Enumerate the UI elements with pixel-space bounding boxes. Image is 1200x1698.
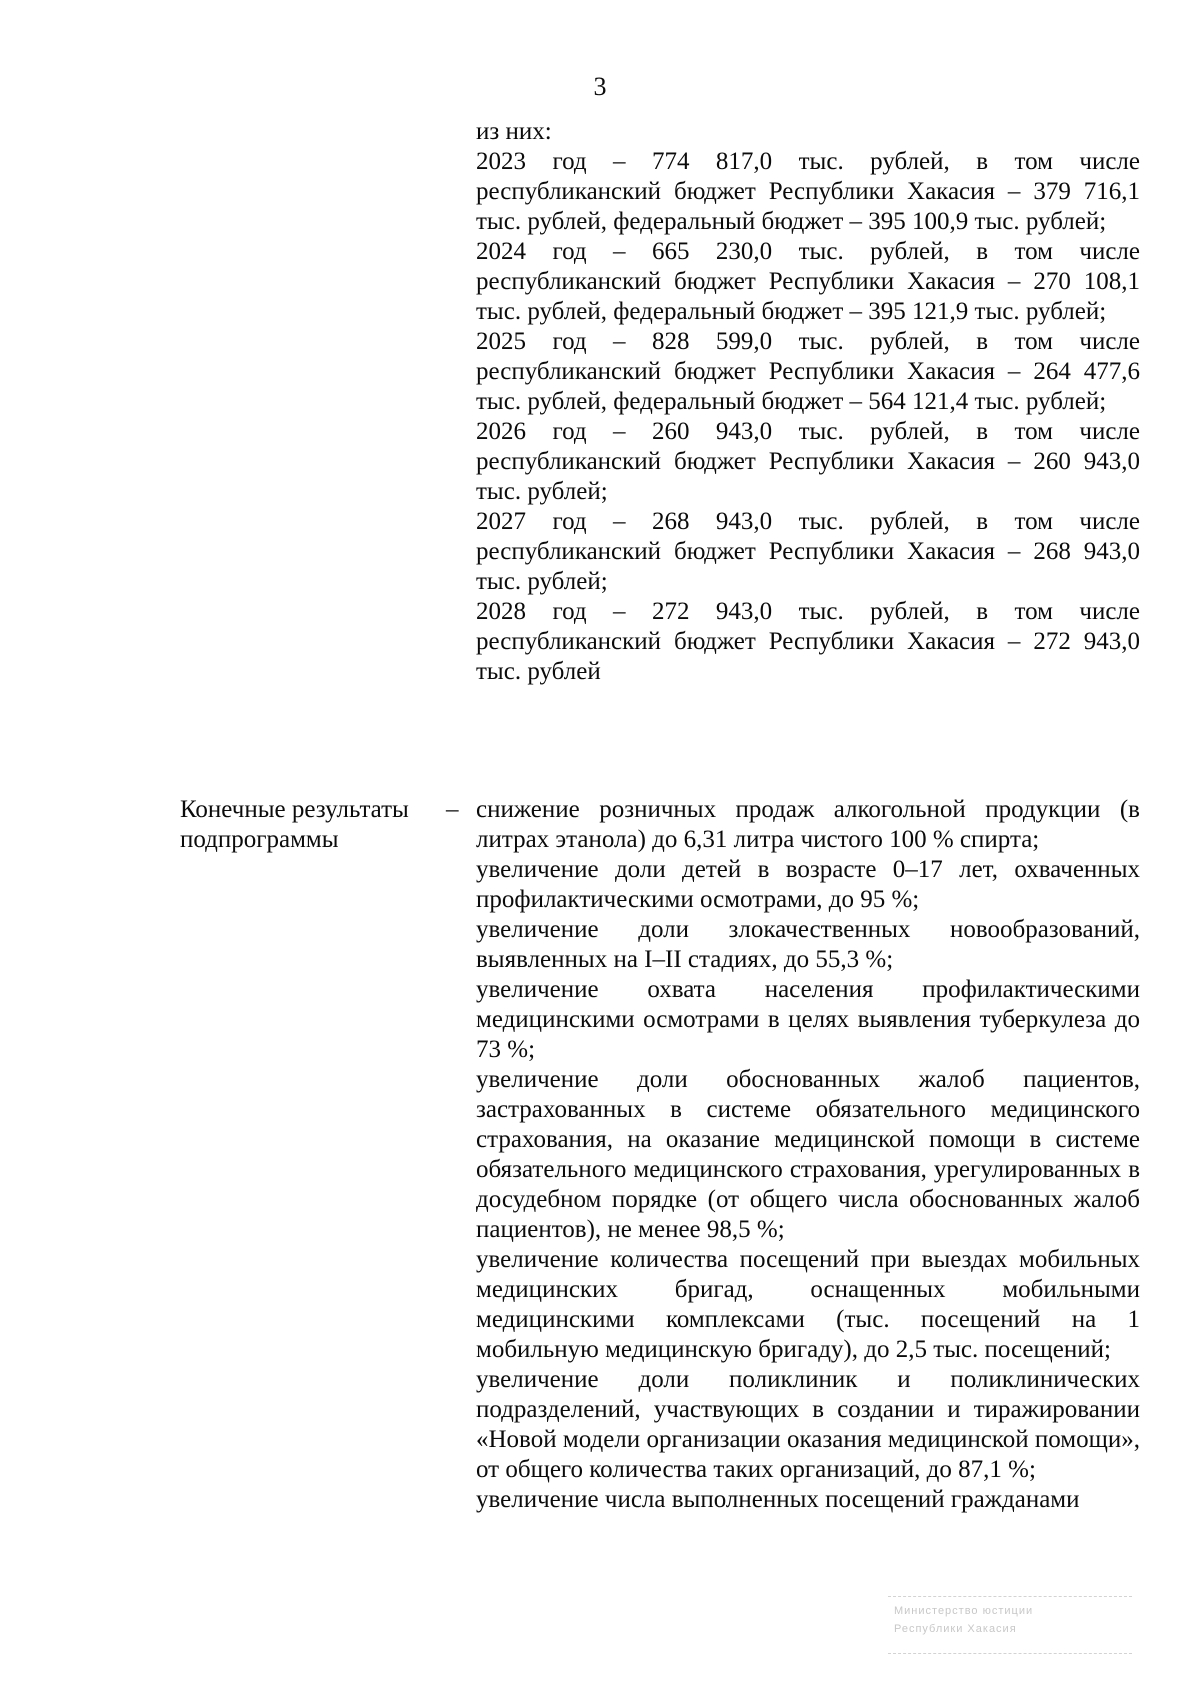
result-item: увеличение доли обоснованных жалоб пациентов, застрахованных в системе обязательного медицинского страхования, на оказание медицинской помощи в системе обязательного медицинского страхования, урегулированных в досудебном порядке (от общего числа обоснованных жалоб пациентов), не менее 98,5 %; [476,1066,1140,1243]
financing-line: 2025 год – 828 599,0 тыс. рублей, в том числе республиканский бюджет Республики Хакасия – 264 477,6 тыс. рублей, федеральный бюджет – 564 121,4 тыс. рублей; [476,328,1140,415]
result-item: увеличение доли злокачественных новообразований, выявленных на I–II стадиях, до 55,3 %; [476,916,1140,973]
results-dash: – [446,796,459,823]
registration-stamp [888,1588,1136,1674]
financing-line: 2023 год – 774 817,0 тыс. рублей, в том числе республиканский бюджет Республики Хакасия – 379 716,1 тыс. рублей, федеральный бюджет – 395 100,9 тыс. рублей; [476,148,1140,235]
stamp-line: Министерство юстиции [894,1605,1034,1617]
result-item: увеличение количества посещений при выездах мобильных медицинских бригад, оснащенных мобильными медицинскими комплексами (тыс. посещений на 1 мобильную медицинскую бригаду), до 2,5 тыс. посещений; [476,1246,1140,1363]
result-item: увеличение доли поликлиник и поликлинических подразделений, участвующих в создании и тиражировании «Новой модели организации оказания медицинской помощи», от общего количества таких организаций, до 87,1 %; [476,1366,1140,1483]
results-label: Конечные результаты подпрограммы [180,796,409,853]
results-list [476,795,1140,1515]
result-item: увеличение числа выполненных посещений гражданами [476,1486,1080,1513]
result-item: увеличение доли детей в возрасте 0–17 лет, охваченных профилактическими осмотрами, до 95 %; [476,856,1140,913]
financing-line: 2027 год – 268 943,0 тыс. рублей, в том числе республиканский бюджет Республики Хакасия – 268 943,0 тыс. рублей; [476,508,1140,595]
financing-line: 2024 год – 665 230,0 тыс. рублей, в том числе республиканский бюджет Республики Хакасия – 270 108,1 тыс. рублей, федеральный бюджет – 395 121,9 тыс. рублей; [476,238,1140,325]
financing-line: из них: [476,118,552,145]
result-item: увеличение охвата населения профилактическими медицинскими осмотрами в целях выявления туберкулеза до 73 %; [476,976,1140,1063]
financing-line: 2028 год – 272 943,0 тыс. рублей, в том числе республиканский бюджет Республики Хакасия – 272 943,0 тыс. рублей [476,598,1140,685]
stamp-text [894,1602,1130,1638]
stamp-line: Республики Хакасия [894,1623,1017,1635]
result-item: снижение розничных продаж алкогольной продукции (в литрах этанола) до 6,31 литра чистого 100 % спирта; [476,796,1140,853]
page-number: 3 [593,72,607,101]
financing-block [476,117,1140,687]
financing-line: 2026 год – 260 943,0 тыс. рублей, в том числе республиканский бюджет Республики Хакасия – 260 943,0 тыс. рублей; [476,418,1140,505]
